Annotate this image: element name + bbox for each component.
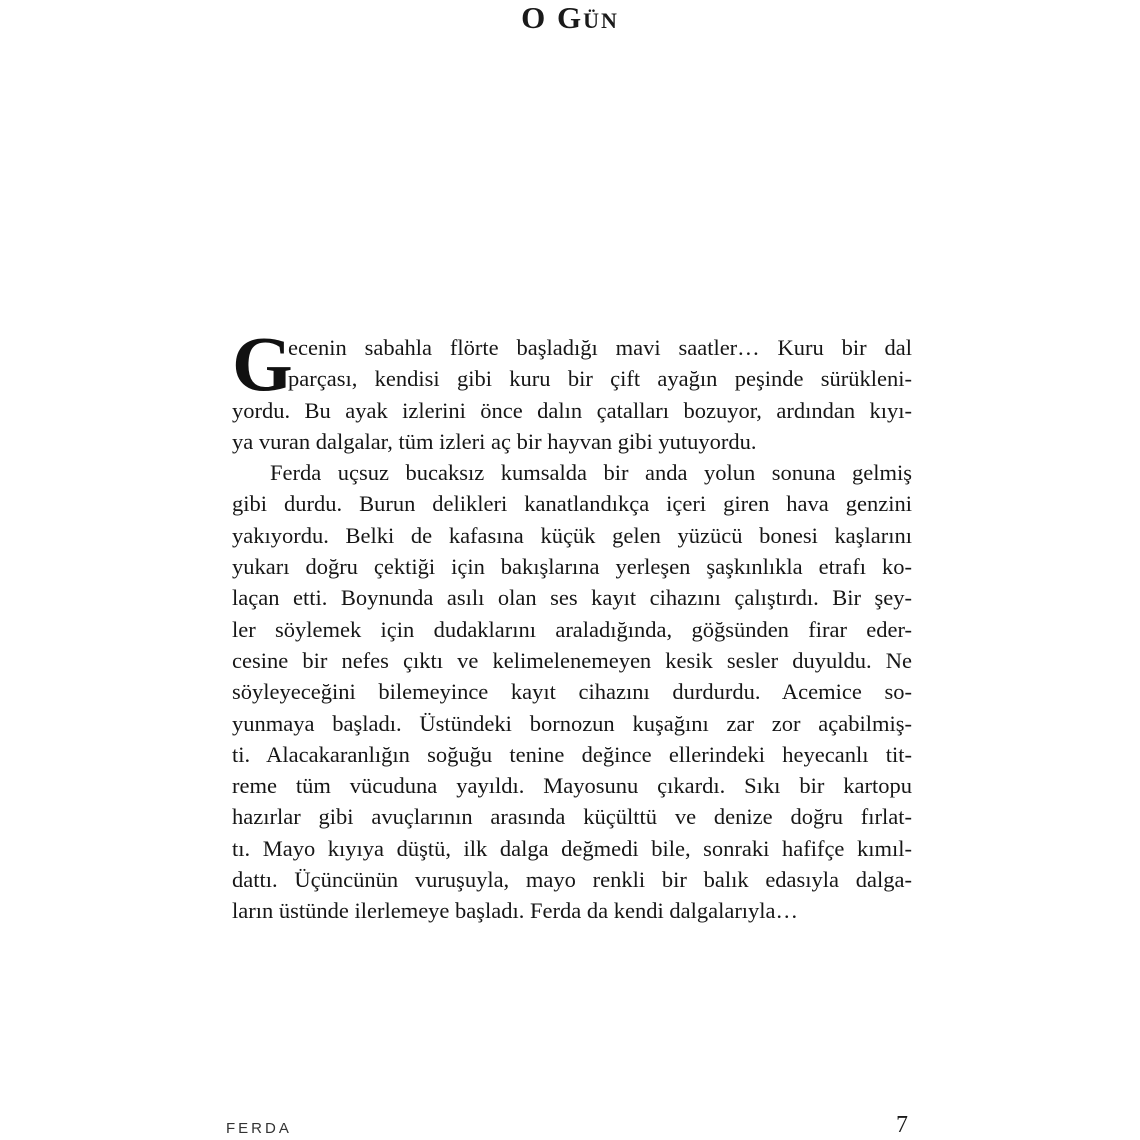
text-line: reme tüm vücuduna yayıldı. Mayosunu çıkardı. Sıkı bir kartopu (232, 773, 912, 799)
text-line: yordu. Bu ayak izlerini önce dalın çatalları bozuyor, ardından kıyı- (232, 397, 912, 423)
text-line: yukarı doğru çektiği için bakışlarına yerleşen şaşkınlıkla etrafı ko- (232, 554, 912, 580)
text-line: ların üstünde ilerlemeye başladı. Ferda da kendi dalgalarıyla… (232, 898, 799, 924)
text-line: gibi durdu. Burun delikleri kanatlandıkça içeri giren hava genzini (232, 491, 912, 517)
drop-cap: G (232, 320, 293, 407)
text-line: tı. Mayo kıyıya düştü, ilk dalga değmedi bile, sonraki hafifçe kımıl- (232, 835, 912, 861)
text-line: yunmaya başladı. Üstündeki bornozun kuşağını zar zor açabilmiş- (232, 710, 912, 736)
text-line: yakıyordu. Belki de kafasına küçük gelen yüzücü bonesi kaşlarını (232, 522, 912, 548)
text-line: ler söylemek için dudaklarını araladığında, göğsünden firar eder- (232, 616, 912, 642)
body-text (232, 320, 912, 927)
text-line: ti. Alacakaranlığın soğuğu tenine değince ellerindeki heyecanlı tit- (232, 741, 912, 767)
text-line: laçan etti. Boynunda asılı olan ses kayıt cihazını çalıştırdı. Bir şey- (232, 585, 912, 611)
text-line: parçası, kendisi gibi kuru bir çift ayağın peşinde sürükleni- (288, 366, 912, 392)
text-line: ecenin sabahla flörte başladığı mavi saatler… Kuru bir dal (288, 335, 912, 360)
text-line: dattı. Üçüncünün vuruşuyla, mayo renkli bir balık edasıyla dalga- (232, 867, 912, 893)
text-line: Ferda uçsuz bucaksız kumsalda bir anda yolun sonuna gelmiş (270, 460, 912, 486)
page-number: 7 (896, 1112, 908, 1138)
text-line: ya vuran dalgalar, tüm izleri aç bir hayvan gibi yutuyordu. (232, 428, 757, 454)
running-footer-title: FERDA (226, 1120, 292, 1137)
text-line: hazırlar gibi avuçlarının arasında küçülttü ve denize doğru fırlat- (232, 804, 912, 830)
chapter-title: O Gün (521, 0, 619, 35)
text-line: söyleyeceğini bilemeyince kayıt cihazını durdurdu. Acemice so- (232, 679, 912, 705)
text-line: cesine bir nefes çıktı ve kelimelenemeyen kesik sesler duyuldu. Ne (232, 647, 912, 673)
